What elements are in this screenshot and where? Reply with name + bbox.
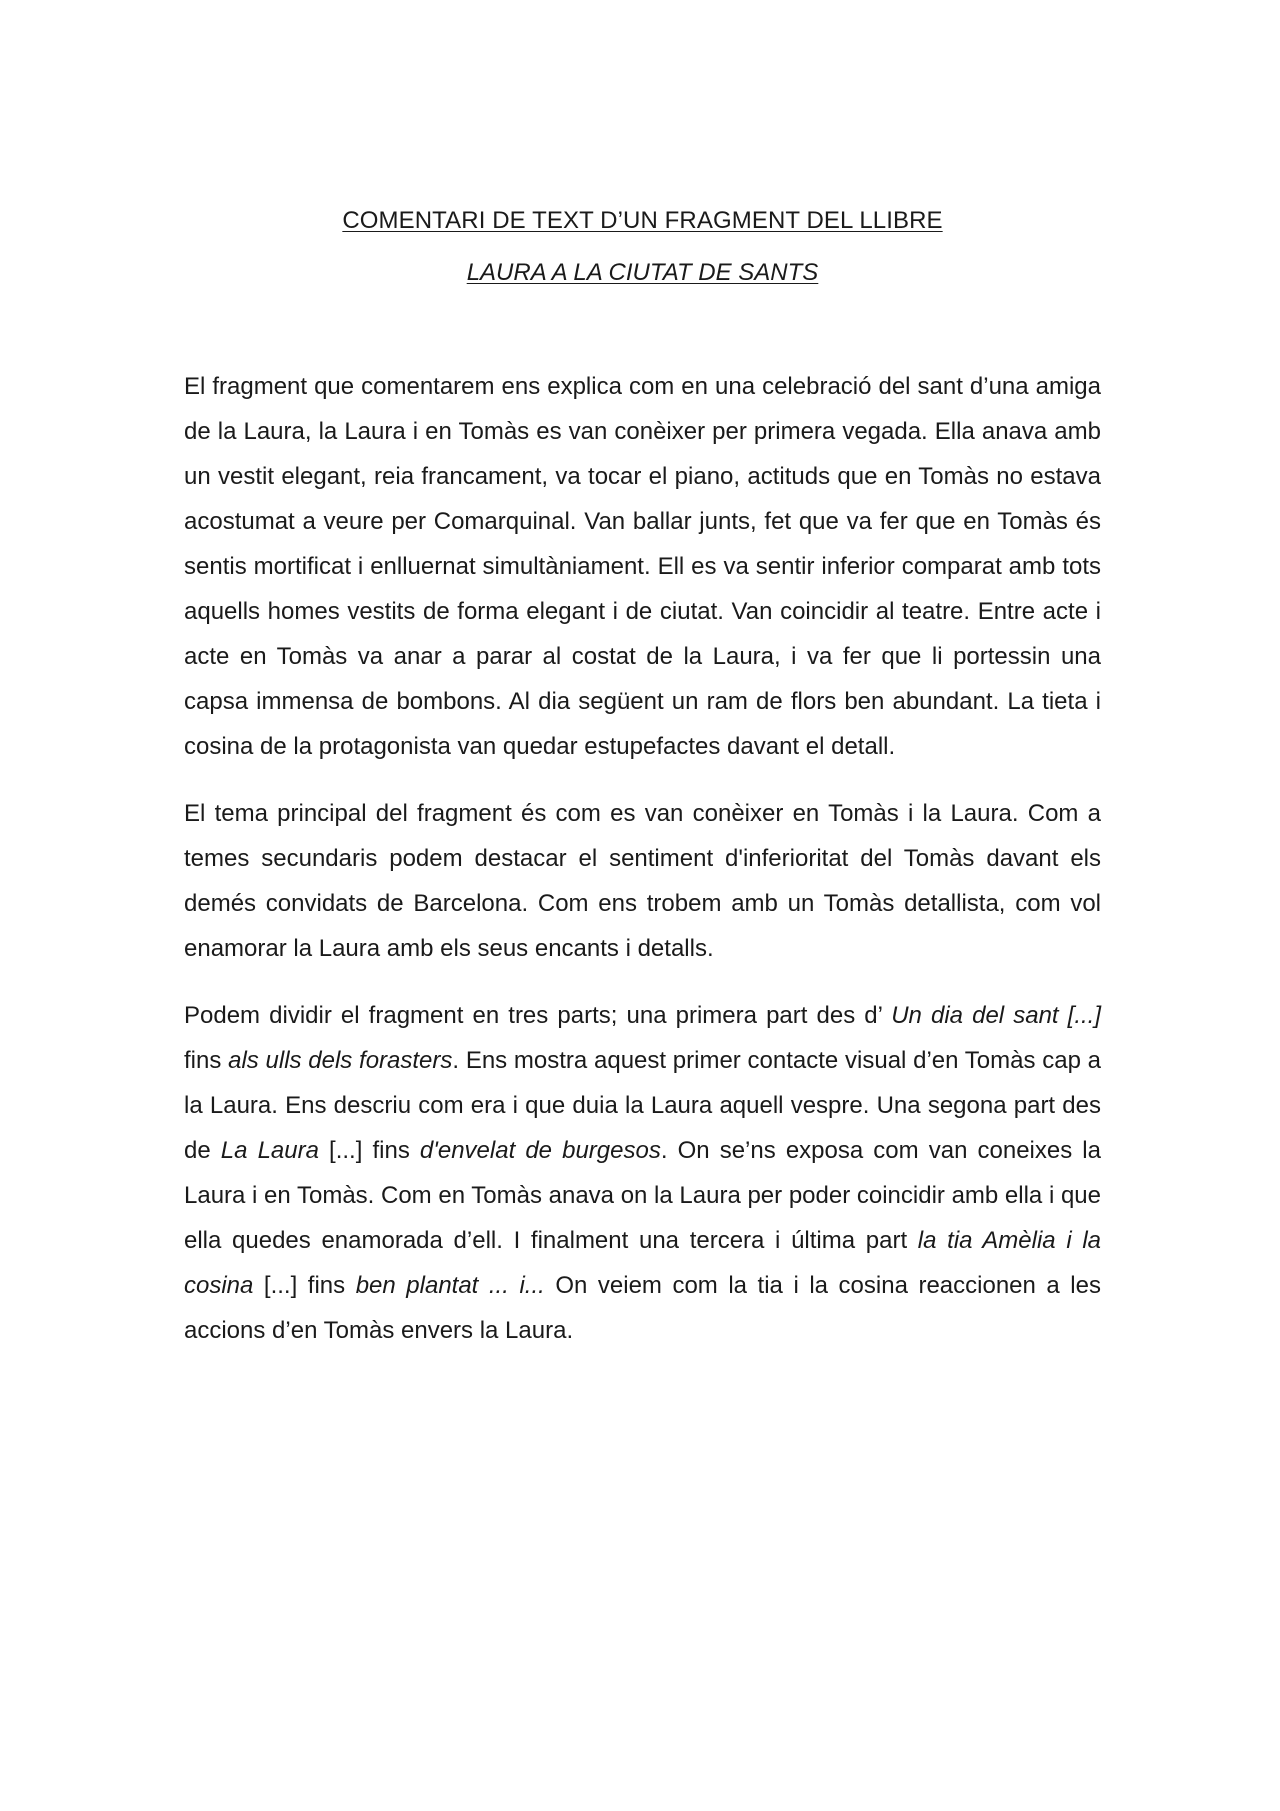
quoted-fragment: Un dia del sant [...] bbox=[891, 1002, 1102, 1029]
document-content bbox=[184, 206, 1101, 1375]
document-title-text: COMENTARI DE TEXT D’UN FRAGMENT DEL LLIBRE bbox=[342, 207, 943, 234]
body-text bbox=[184, 364, 1101, 1353]
quoted-fragment: La Laura bbox=[220, 1137, 319, 1164]
book-title-text: LAURA A LA CIUTAT DE SANTS bbox=[466, 259, 819, 286]
paragraph-text: Podem dividir el fragment en tres parts; una primera part des d’ bbox=[184, 1002, 892, 1029]
book-title bbox=[184, 258, 1101, 288]
paragraph-text: fins bbox=[184, 1047, 229, 1074]
paragraph-text: [...] fins bbox=[318, 1137, 420, 1164]
paragraph-theme bbox=[184, 791, 1101, 971]
quoted-fragment: la tia Amèlia i la cosina bbox=[184, 1227, 1102, 1299]
quoted-fragment: als ulls dels forasters bbox=[228, 1047, 453, 1074]
paragraph-text: El fragment que comentarem ens explica com en una celebració del sant d’una amiga de la Laura, la Laura i en Tomàs es van conèixer per primera vegada. Ella anava amb un vestit elegant, reia francament, va tocar el piano, actituds que en Tomàs no estava acostumat a veure per Comarquinal. Van ballar junts, fet que va fer que en Tomàs és sentis mortificat i enlluernat simultàniament. Ell es va sentir inferior comparat amb tots aquells homes vestits de forma elegant i de ciutat. Van coincidir al teatre. Entre acte i acte en Tomàs va anar a parar al costat de la Laura, i va fer que li portessin una capsa immensa de bombons. Al dia següent un ram de flors ben abundant. La tieta i cosina de la protagonista van quedar estupefactes davant el detall. bbox=[184, 373, 1101, 760]
paragraph-text: . On se’ns exposa com van coneixes la Laura i en Tomàs. Com en Tomàs anava on la Laura per poder coincidir amb ella i que ella quedes enamorada d’ell. I finalment una tercera i última part bbox=[184, 1137, 1101, 1254]
document-title bbox=[184, 206, 1101, 236]
paragraph-text: [...] fins bbox=[253, 1272, 356, 1299]
paragraph-text: El tema principal del fragment és com es van conèixer en Tomàs i la Laura. Com a temes secundaris podem destacar el sentiment d'inferioritat del Tomàs davant els demés convidats de Barcelona. Com ens trobem amb un Tomàs detallista, com vol enamorar la Laura amb els seus encants i detalls. bbox=[184, 800, 1101, 962]
paragraph-structure bbox=[184, 993, 1101, 1353]
paragraph-summary bbox=[184, 364, 1101, 769]
paragraph-text: . Ens mostra aquest primer contacte visual d’en Tomàs cap a la Laura. Ens descriu com era i que duia la Laura aquell vespre. Una segona part des de bbox=[184, 1047, 1102, 1164]
paragraph-text: On veiem com la tia i la cosina reaccionen a les accions d’en Tomàs envers la Laura. bbox=[184, 1272, 1101, 1344]
quoted-fragment: ben plantat ... i... bbox=[355, 1272, 545, 1299]
quoted-fragment: d'envelat de burgesos bbox=[419, 1137, 661, 1164]
